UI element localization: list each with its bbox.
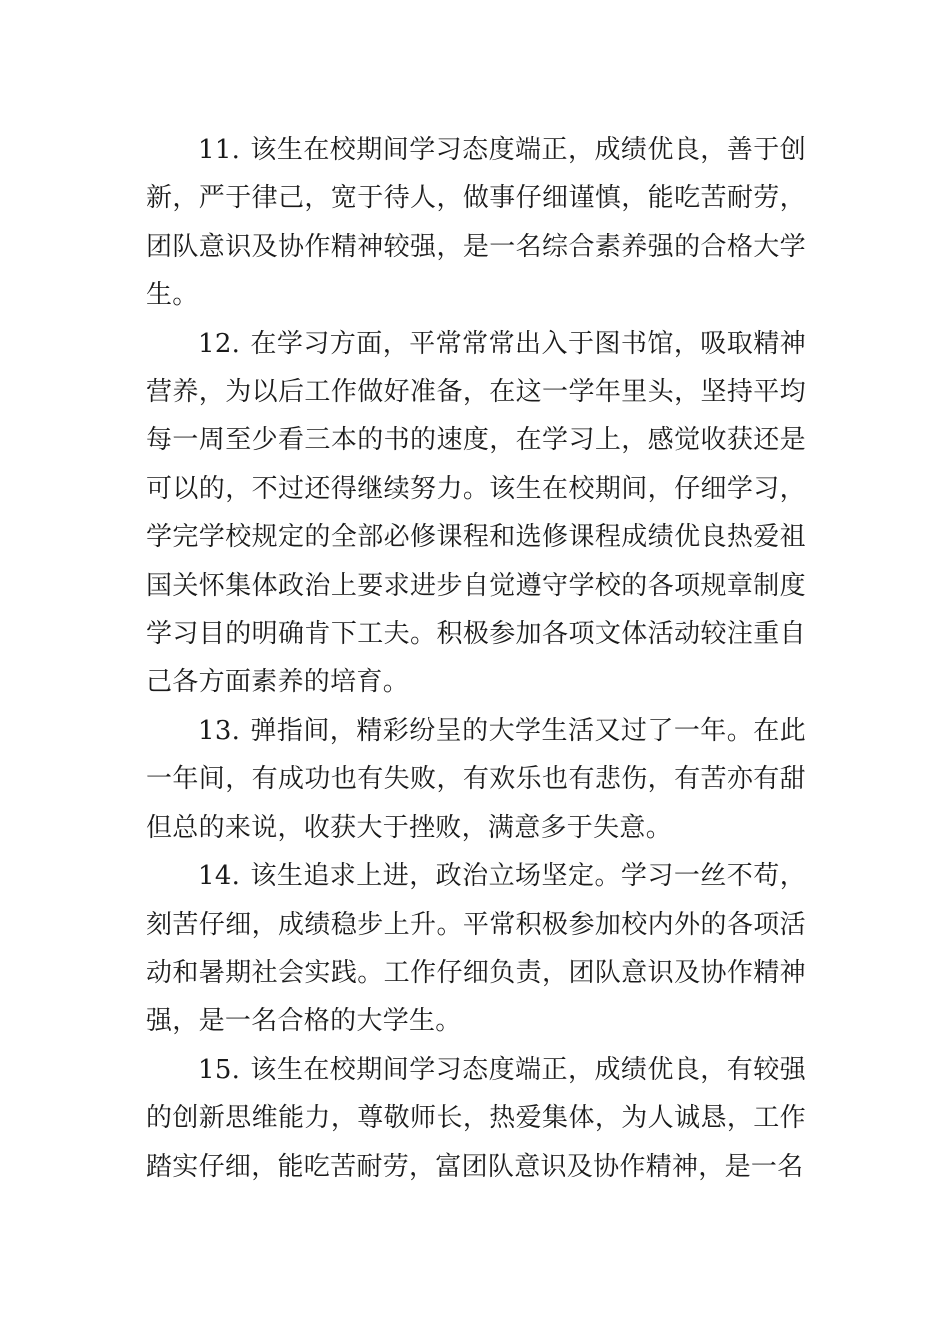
paragraph-11 (146, 126, 806, 320)
paragraph-number: 13. (198, 715, 241, 746)
paragraph-number: 14. (198, 861, 241, 892)
paragraph-text: 该生追求上进，政治立场坚定。学习一丝不苟，刻苦仔细，成绩稳步上升。平常积极参加校内外的各项活动和暑期社会实践。工作仔细负责，团队意识及协作精神强，是一名合格的大学生。 (146, 861, 806, 1037)
paragraph-15 (146, 1046, 806, 1191)
paragraph-number: 12. (198, 328, 241, 359)
paragraph-12 (146, 320, 806, 707)
paragraph-text: 该生在校期间学习态度端正，成绩优良，有较强的创新思维能力，尊敬师长，热爱集体，为人诚恳，工作踏实仔细，能吃苦耐劳，富团队意识及协作精神，是一名 (146, 1054, 806, 1182)
paragraph-text: 该生在校期间学习态度端正，成绩优良，善于创新，严于律己，宽于待人，做事仔细谨慎，能吃苦耐劳，团队意识及协作精神较强，是一名综合素养强的合格大学生。 (146, 135, 806, 311)
paragraph-number: 15. (198, 1054, 241, 1085)
paragraph-text: 弹指间，精彩纷呈的大学生活又过了一年。在此一年间，有成功也有失败，有欢乐也有悲伤，有苦亦有甜但总的来说，收获大于挫败，满意多于失意。 (146, 715, 806, 843)
paragraph-number: 11. (198, 135, 241, 165)
paragraph-13 (146, 707, 806, 852)
paragraph-14 (146, 852, 806, 1046)
paragraph-text: 在学习方面，平常常常出入于图书馆，吸取精神营养，为以后工作做好准备，在这一学年里头，坚持平均每一周至少看三本的书的速度，在学习上，感觉收获还是可以的，不过还得继续努力。该生在校期间，仔细学习，学完学校规定的全部必修课程和选修课程成绩优良热爱祖国关怀集体政治上要求进步自觉遵守学校的各项规章制度学习目的明确肯下工夫。积极参加各项文体活动较注重自己各方面素养的培育。 (146, 328, 806, 698)
document-body (146, 126, 806, 1191)
